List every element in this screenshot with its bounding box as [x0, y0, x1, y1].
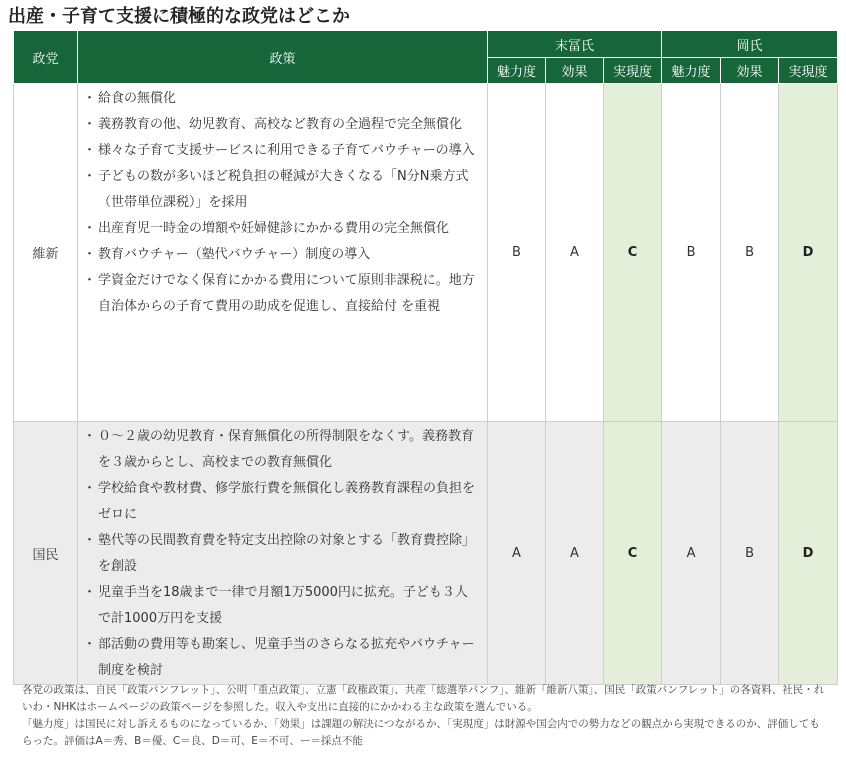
- score-oka-appeal: B: [662, 84, 721, 422]
- header-oka-feasibility: 実現度: [779, 58, 838, 84]
- score-suetomi-feasibility: C: [604, 422, 662, 685]
- policy-item: ・ 子どもの数が多いほど税負担の軽減が大きくなる「N分N乗方式（世帯単位課税）」を採用: [84, 164, 479, 216]
- score-suetomi-effect: A: [546, 422, 604, 685]
- table-row-ishin: [14, 84, 838, 422]
- policy-item: ・ 児童手当を18歳まで一律で月額1万5000円に拡充。子ども３人で計1000万円を支援: [84, 580, 479, 632]
- score-oka-effect: B: [721, 84, 779, 422]
- page-title: 出産・子育て支援に積極的な政党はどこか: [8, 6, 350, 27]
- policy-list-ishin: [78, 84, 488, 422]
- header-party: 政党: [14, 31, 78, 84]
- header-oka-appeal: 魅力度: [662, 58, 721, 84]
- policy-item: ・ 部活動の費用等も勘案し、児童手当のさらなる拡充やバウチャー制度を検討: [84, 632, 479, 684]
- header-row-1: [14, 31, 838, 58]
- policy-item: ・ 義務教育の他、幼児教育、高校など教育の全過程で完全無償化: [84, 112, 479, 138]
- footnotes: [22, 682, 830, 750]
- party-name-kokumin: 国民: [14, 422, 78, 685]
- policy-item: ・ 出産育児一時金の増額や妊婦健診にかかる費用の完全無償化: [84, 216, 479, 242]
- score-oka-feasibility: D: [779, 84, 838, 422]
- party-name-ishin: 維新: [14, 84, 78, 422]
- header-suetomi-effect: 効果: [546, 58, 604, 84]
- table-row-kokumin: [14, 422, 838, 685]
- score-suetomi-effect: A: [546, 84, 604, 422]
- policy-list-kokumin: [78, 422, 488, 685]
- footnote-sources: 各党の政策は、自民「政策パンフレット」、公明「重点政策」、立憲「政権政策」、共産「総選挙パンフ」、維新「維新八策」、国民「政策パンフレット」の各資料、社民・れいわ・NHKはホームページの政策ページを参照した。収入や支出に直接的にかかわる主な政策を選んでいる。: [22, 684, 825, 713]
- score-oka-feasibility: D: [779, 422, 838, 685]
- policy-item: ・ 塾代等の民間教育費を特定支出控除の対象とする「教育費控除」を創設: [84, 528, 479, 580]
- policy-item: ・ 給食の無償化: [84, 86, 479, 112]
- score-suetomi-appeal: B: [488, 84, 546, 422]
- policy-item: ・ 学校給食や教材費、修学旅行費を無償化し義務教育課程の負担をゼロに: [84, 476, 479, 528]
- header-suetomi-feasibility: 実現度: [604, 58, 662, 84]
- score-suetomi-feasibility: C: [604, 84, 662, 422]
- score-oka-effect: B: [721, 422, 779, 685]
- header-oka-effect: 効果: [721, 58, 779, 84]
- score-suetomi-appeal: A: [488, 422, 546, 685]
- policy-table: [13, 30, 838, 685]
- policy-item: ・ 教育バウチャー（塾代バウチャー）制度の導入: [84, 242, 479, 268]
- header-policy: 政策: [78, 31, 488, 84]
- header-suetomi-appeal: 魅力度: [488, 58, 546, 84]
- score-oka-appeal: A: [662, 422, 721, 685]
- footnote-criteria: 「魅力度」は国民に対し訴えるものになっているか、「効果」は課題の解決につながるか、「実現度」は財源や国会内での勢力などの観点から実現できるのか、評価してもらった。評価はA＝秀、B＝優、C＝良、D＝可、E＝不可、ー＝採点不能: [22, 718, 820, 747]
- policy-item: ・ ０〜２歳の幼児教育・保育無償化の所得制限をなくす。義務教育を３歳からとし、高校までの教育無償化: [84, 424, 479, 476]
- policy-item: ・ 様々な子育て支援サービスに利用できる子育てバウチャーの導入: [84, 138, 479, 164]
- policy-item: ・ 学資金だけでなく保育にかかる費用について原則非課税に。地方自治体からの子育て費用の助成を促進し、直接給付 を重視: [84, 268, 479, 320]
- header-evaluator-suetomi: 末冨氏: [488, 31, 662, 58]
- header-evaluator-oka: 岡氏: [662, 31, 838, 58]
